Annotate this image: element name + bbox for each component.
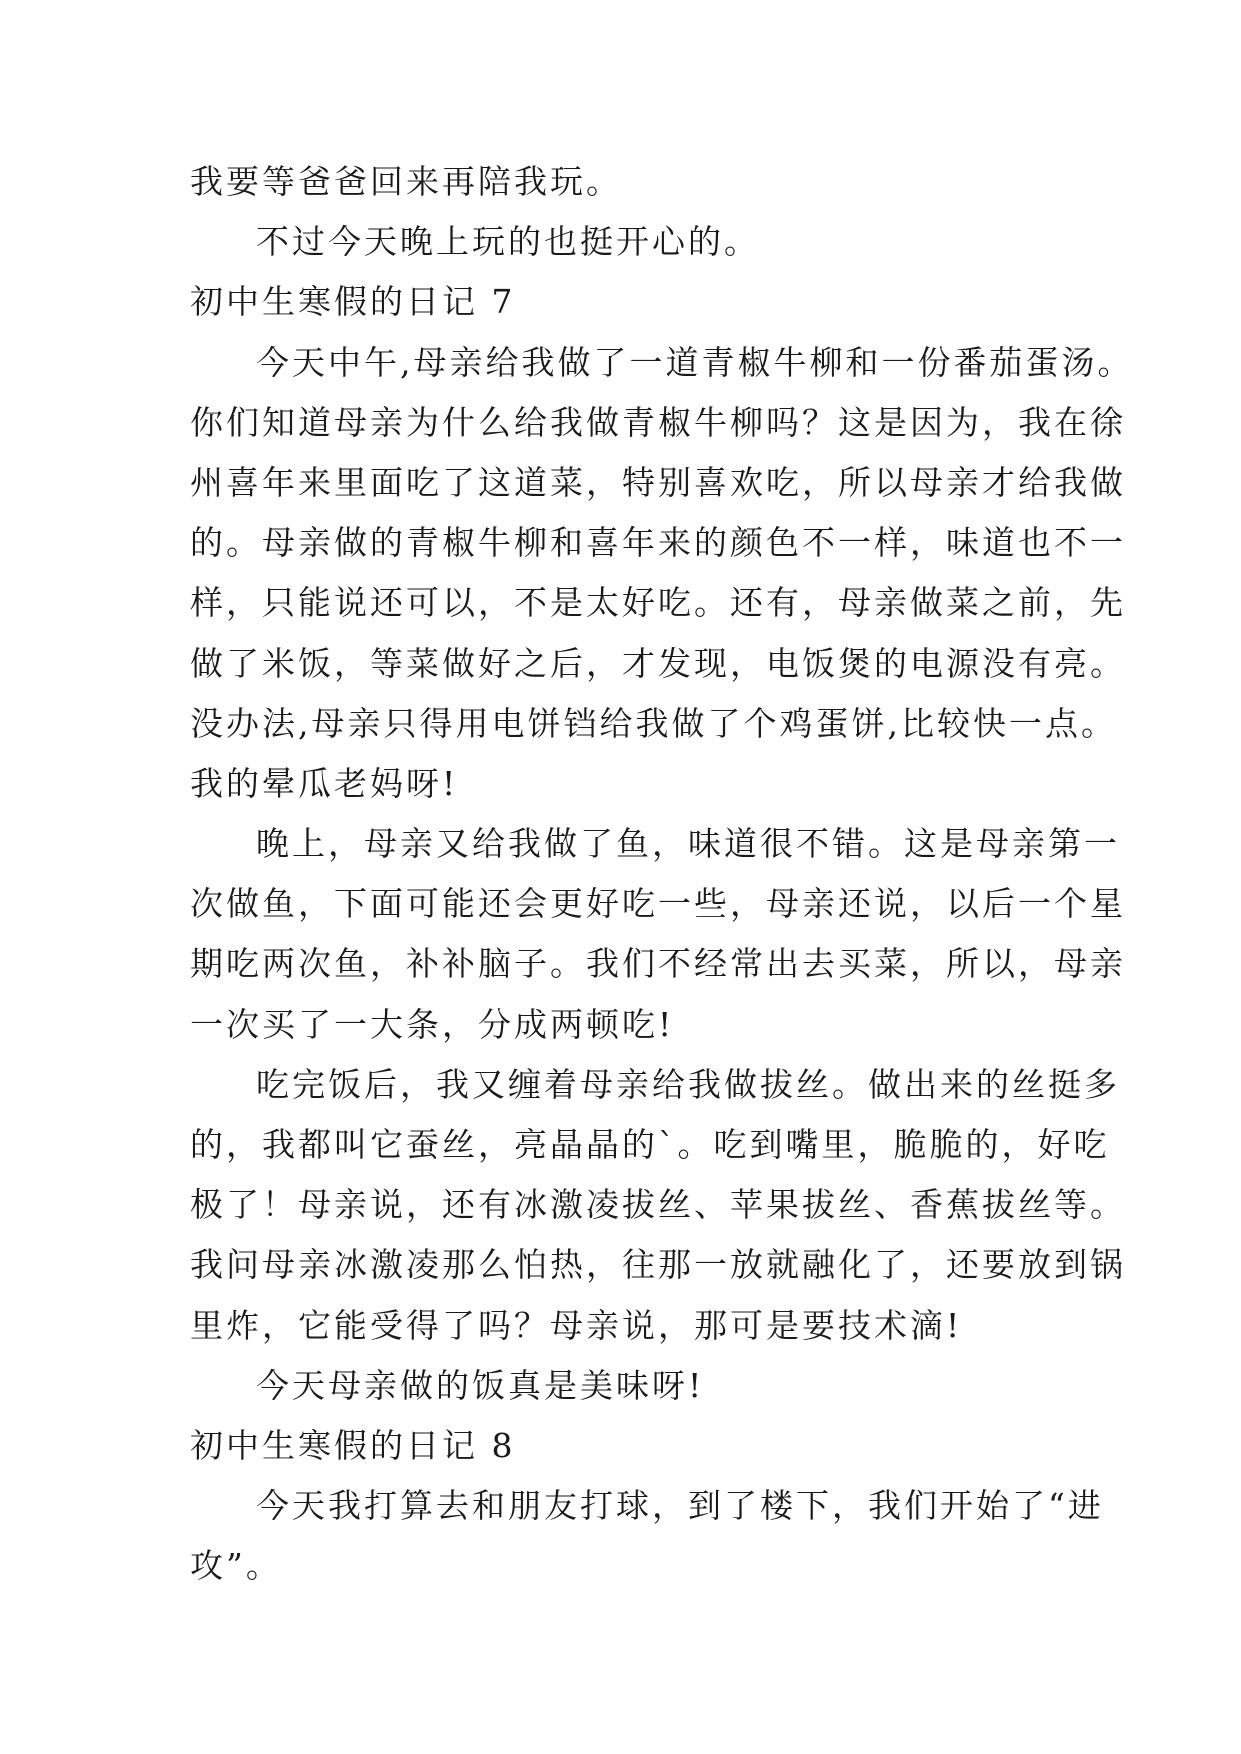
- paragraph-line: 今天母亲做的饭真是美味呀!: [256, 1365, 705, 1405]
- section-heading: 初中生寒假的日记 7: [190, 282, 516, 322]
- paragraph-line: 我问母亲冰激凌那么怕热，往那一放就融化了，还要放到锅: [190, 1245, 1126, 1285]
- section-heading: 初中生寒假的日记 8: [190, 1425, 516, 1465]
- paragraph-line: 极了！母亲说，还有冰激凌拔丝、苹果拔丝、香蕉拔丝等。: [190, 1185, 1126, 1225]
- paragraph-line: 吃完饭后，我又缠着母亲给我做拔丝。做出来的丝挺多: [256, 1064, 1120, 1104]
- paragraph-line: 样，只能说还可以，不是太好吃。还有，母亲做菜之前，先: [190, 583, 1126, 623]
- paragraph-line: 一次买了一大条，分成两顿吃!: [190, 1004, 675, 1044]
- paragraph-line: 我要等爸爸回来再陪我玩。: [190, 162, 622, 201]
- document-body: [190, 152, 1134, 1597]
- paragraph-line: 次做鱼，下面可能还会更好吃一些，母亲还说，以后一个星: [190, 884, 1126, 924]
- paragraph-line: 的，我都叫它蚕丝，亮晶晶的`。吃到嘴里，脆脆的，好吃: [190, 1125, 1110, 1164]
- paragraph-line: 我的晕瓜老妈呀!: [190, 763, 459, 803]
- paragraph-line: 不过今天晚上玩的也挺开心的。: [256, 222, 760, 262]
- paragraph-line: 期吃两次鱼，补补脑子。我们不经常出去买菜，所以，母亲: [190, 944, 1126, 984]
- paragraph-line: 攻”。: [190, 1546, 282, 1586]
- paragraph-line: 没办法,母亲只得用电饼铛给我做了个鸡蛋饼,比较快一点。: [190, 703, 1117, 743]
- paragraph-line: 里炸，它能受得了吗？母亲说，那可是要技术滴!: [190, 1305, 963, 1345]
- paragraph-line: 晚上，母亲又给我做了鱼，味道很不错。这是母亲第一: [256, 824, 1120, 864]
- paragraph-line: 做了米饭，等菜做好之后，才发现，电饭煲的电源没有亮。: [190, 643, 1126, 683]
- paragraph-line: 今天我打算去和朋友打球，到了楼下，我们开始了“进: [256, 1486, 1104, 1526]
- paragraph-line: 的。母亲做的青椒牛柳和喜年来的颜色不一样，味道也不一: [190, 523, 1126, 563]
- paragraph-line: 今天中午,母亲给我做了一道青椒牛柳和一份番茄蛋汤。: [256, 342, 1134, 382]
- paragraph-line: 州喜年来里面吃了这道菜，特别喜欢吃，所以母亲才给我做: [190, 462, 1126, 502]
- paragraph-line: 你们知道母亲为什么给我做青椒牛柳吗？这是因为，我在徐: [190, 402, 1126, 442]
